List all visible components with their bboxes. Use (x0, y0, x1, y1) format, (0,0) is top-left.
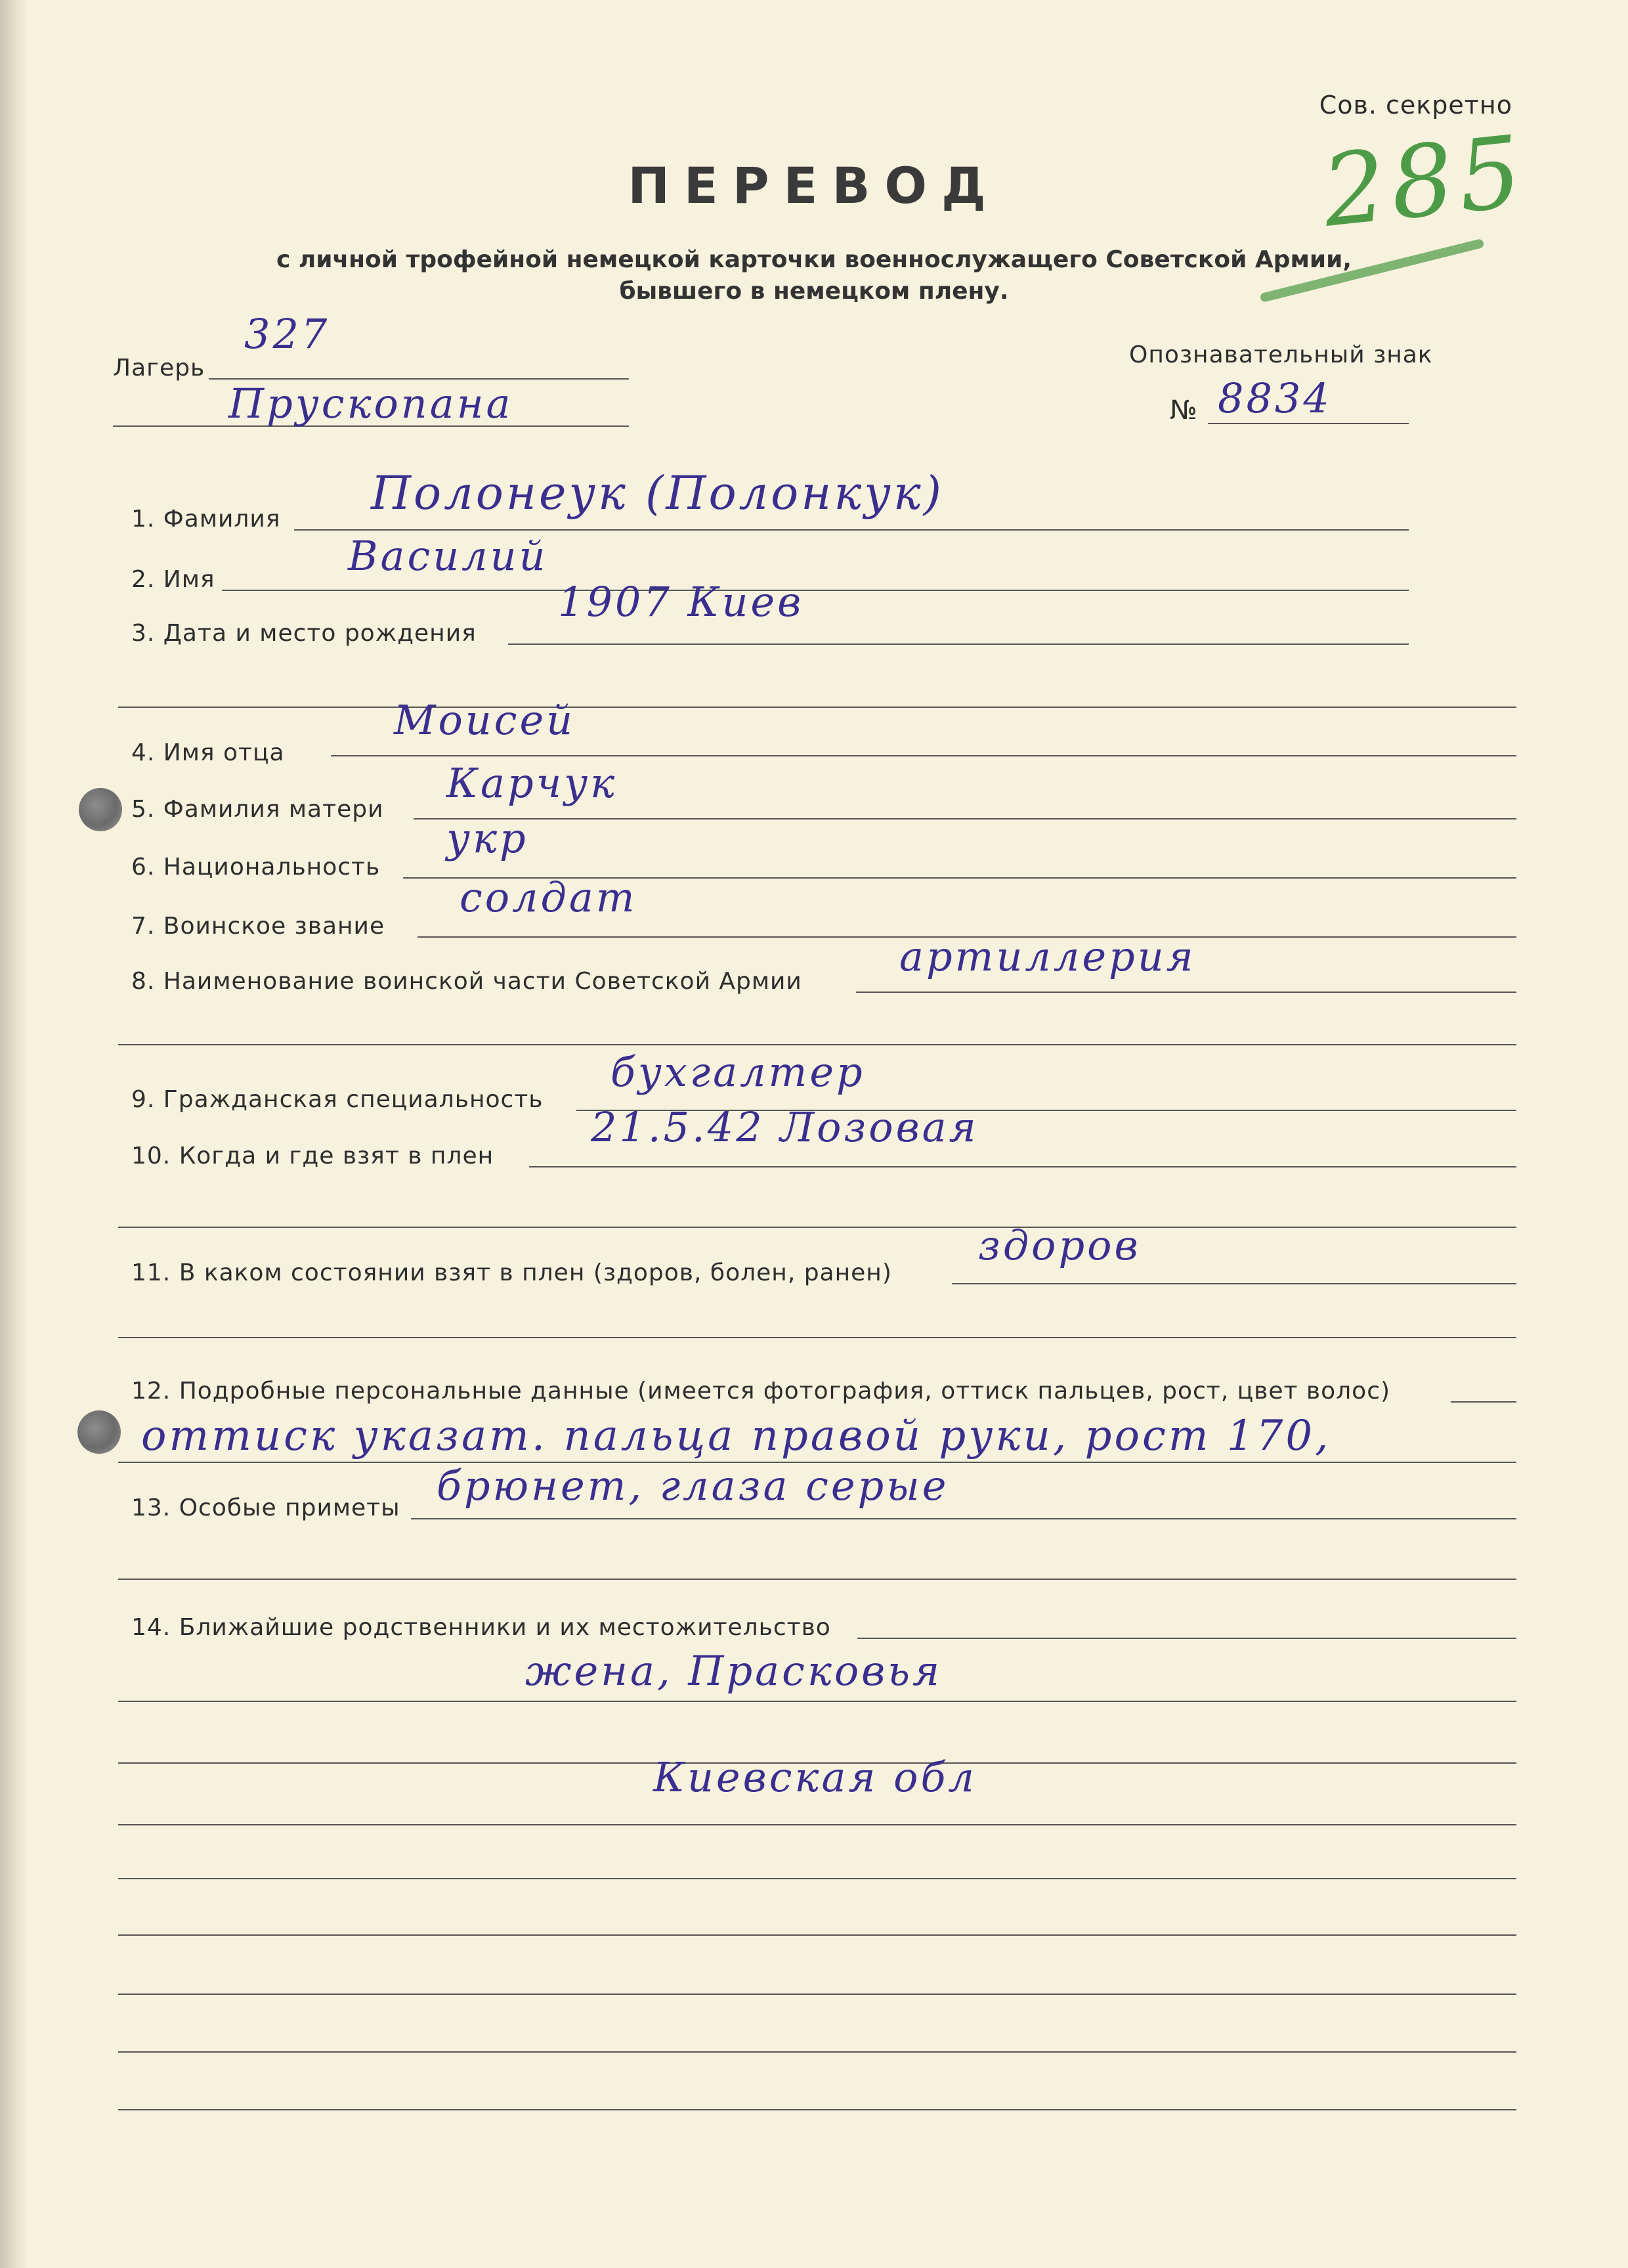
captured-line-2 (118, 1227, 1516, 1228)
document-title: ПЕРЕВОД (628, 156, 1000, 215)
id-tag-value: 8834 (1218, 374, 1332, 422)
document-subtitle (0, 244, 1628, 307)
personal-value: оттиск указат. пальца правой руки, рост 170, (141, 1412, 1331, 1460)
name-line (222, 590, 1409, 591)
punch-hole (77, 1410, 121, 1454)
unit-line-2 (118, 1044, 1516, 1045)
unit-label: 8. Наименование воинской части Советской Армии (131, 968, 802, 995)
archive-number: 285 (1317, 114, 1532, 250)
captured-line (529, 1166, 1516, 1167)
profession-label: 9. Гражданская специальность (131, 1086, 544, 1113)
page-edge (0, 0, 29, 2268)
name-label: 2. Имя (131, 566, 215, 593)
rank-value: солдат (460, 873, 637, 921)
relatives-label: 14. Ближайшие родственники и их местожительство (131, 1614, 831, 1641)
marks-line-2 (118, 1579, 1516, 1580)
relatives-line-2 (118, 1701, 1516, 1702)
birth-value: 1907 Киев (558, 578, 804, 626)
personal-line (1451, 1401, 1516, 1403)
name-value: Василий (348, 532, 548, 580)
marks-label: 13. Особые приметы (131, 1494, 400, 1521)
relatives-line-4 (118, 1824, 1516, 1825)
subtitle-line-1: с личной трофейной немецкой карточки военнослужащего Советской Армии, (276, 246, 1352, 273)
secrecy-stamp: Сов. секретно (1319, 91, 1512, 120)
punch-hole (79, 788, 122, 831)
birth-label: 3. Дата и место рождения (131, 620, 477, 647)
condition-line-2 (118, 1337, 1516, 1338)
surname-label: 1. Фамилия (131, 506, 281, 533)
mother-value: Карчук (446, 759, 618, 807)
surname-line (294, 529, 1409, 531)
condition-value: здоров (978, 1221, 1141, 1269)
profession-value: бухгалтер (610, 1048, 865, 1096)
mother-label: 5. Фамилия матери (131, 796, 384, 823)
condition-label: 11. В каком состоянии взят в плен (здоров, болен, ранен) (131, 1259, 892, 1286)
marks-value: брюнет, глаза серые (437, 1462, 949, 1510)
relatives-value-2: Киевская обл (653, 1753, 977, 1801)
personal-label: 12. Подробные персональные данные (имеется фотография, оттиск пальцев, рост, цвет волос) (131, 1378, 1391, 1405)
father-value: Моисей (394, 696, 576, 744)
relatives-line-5 (118, 1878, 1516, 1879)
camp-name: Прускопана (228, 380, 513, 427)
surname-value: Полонеук (Полонкук) (371, 466, 944, 520)
unit-line (856, 992, 1516, 993)
id-tag-label: Опознавательный знак (1129, 341, 1433, 368)
nationality-value: укр (446, 814, 528, 862)
relatives-line (857, 1638, 1516, 1639)
father-line (331, 755, 1516, 756)
camp-number: 327 (244, 310, 330, 358)
mother-line (414, 818, 1516, 819)
camp-label: Лагерь (113, 355, 205, 382)
id-tag-line (1208, 423, 1409, 424)
birth-line-2 (118, 707, 1516, 708)
relatives-value-1: жена, Прасковья (525, 1647, 943, 1695)
captured-label: 10. Когда и где взят в плен (131, 1143, 494, 1169)
condition-line (952, 1283, 1516, 1284)
relatives-line-7 (118, 1994, 1516, 1995)
nationality-label: 6. Национальность (131, 854, 381, 881)
rank-label: 7. Воинское звание (131, 913, 385, 940)
unit-value: артиллерия (899, 932, 1196, 980)
captured-value: 21.5.42 Лозовая (591, 1103, 979, 1151)
marks-line (411, 1518, 1516, 1519)
subtitle-line-2: бывшего в немецком плену. (619, 278, 1009, 305)
id-tag-prefix: № (1170, 395, 1198, 425)
father-label: 4. Имя отца (131, 739, 285, 766)
relatives-line-6 (118, 1934, 1516, 1936)
relatives-line-8 (118, 2051, 1516, 2053)
relatives-line-9 (118, 2109, 1516, 2110)
birth-line (508, 643, 1409, 645)
